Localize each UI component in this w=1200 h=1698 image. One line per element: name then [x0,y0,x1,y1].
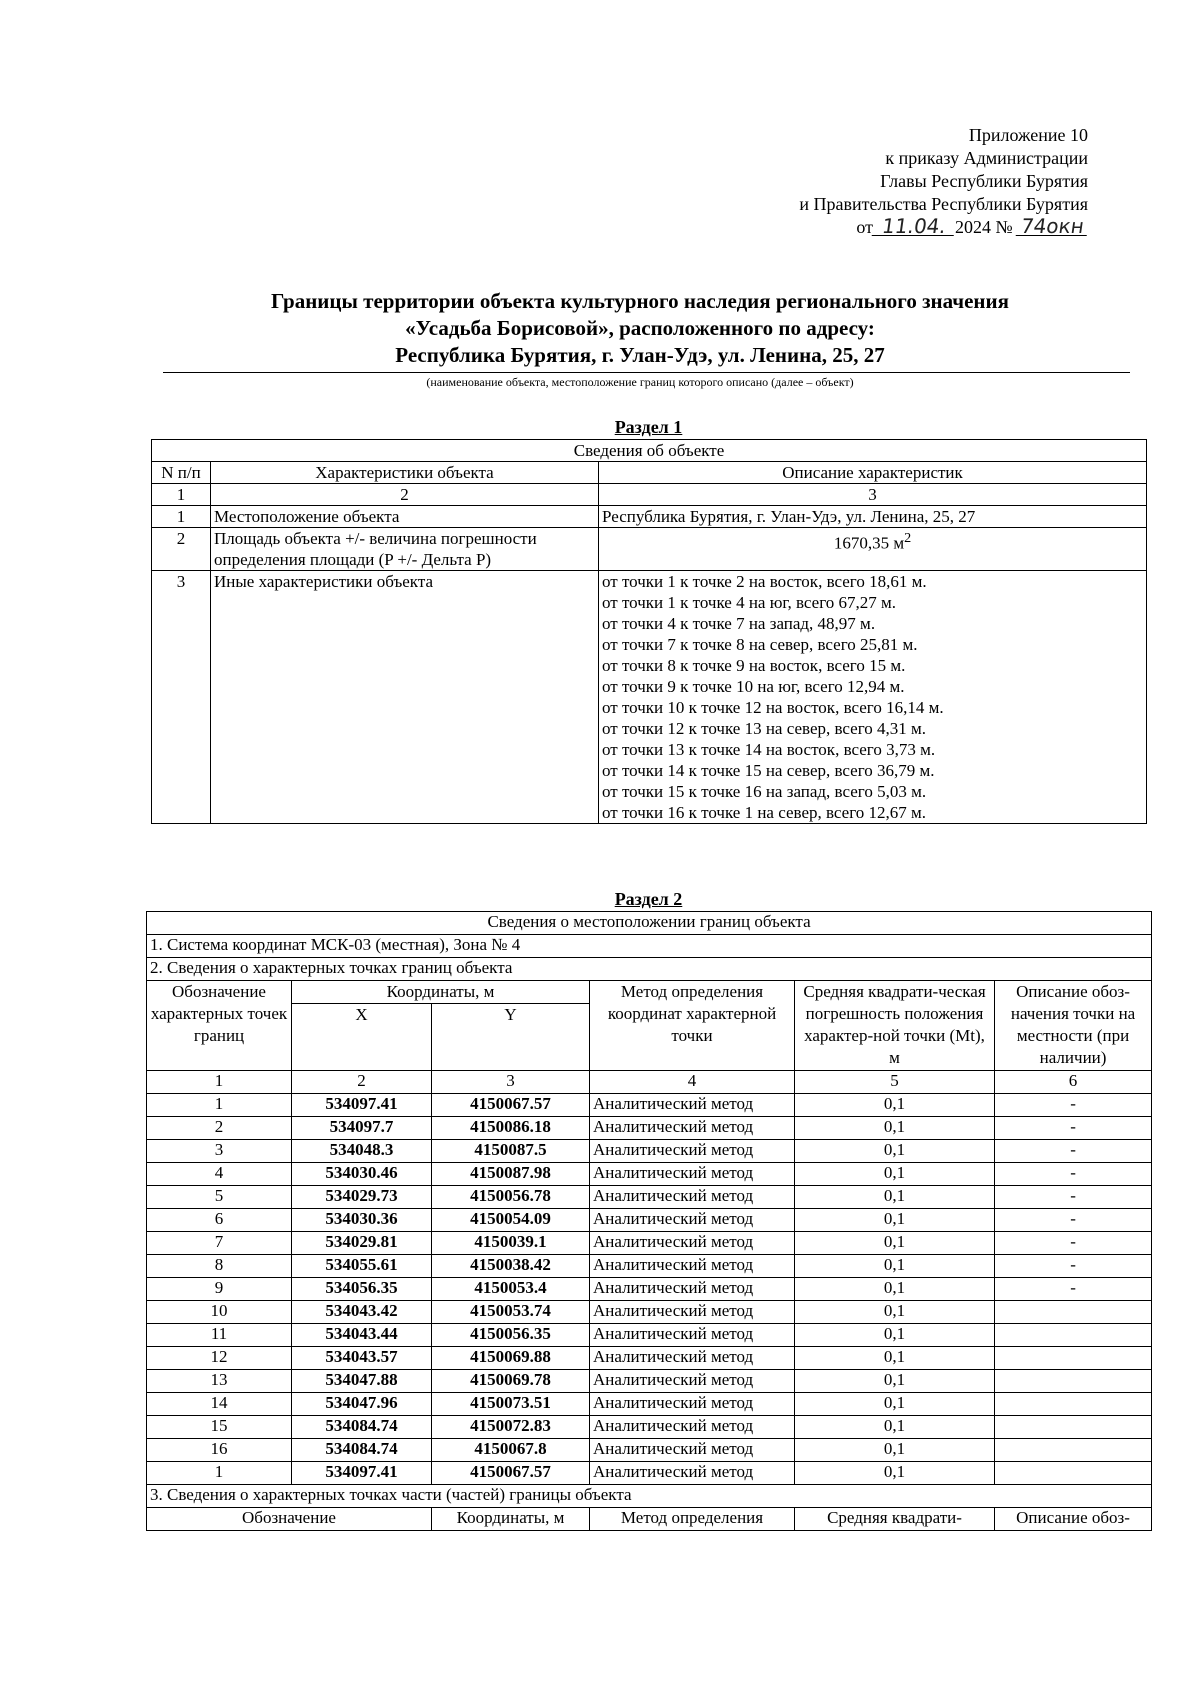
section-1-heading: Раздел 1 [614,417,683,437]
coordinates-header: Координаты, м [292,981,590,1004]
y-coordinate: 4150086.18 [432,1117,590,1140]
point-id: 11 [147,1324,292,1347]
y-coordinate: 4150053.4 [432,1278,590,1301]
y-coordinate: 4150069.78 [432,1370,590,1393]
x-coordinate: 534084.74 [292,1416,432,1439]
table-row [147,1324,1152,1347]
column-number: 1 [152,484,211,506]
point-id: 7 [147,1232,292,1255]
method-header: Метод определения координат характерной точки [590,981,795,1071]
table-title-row [147,912,1152,935]
point-id: 1 [147,1094,292,1117]
points-body [147,1094,1152,1485]
mean-error: 0,1 [795,1462,995,1485]
mean-error: 0,1 [795,1324,995,1347]
point-id: 3 [147,1140,292,1163]
point-description [995,1416,1152,1439]
x-coordinate: 534055.61 [292,1255,432,1278]
table-row [147,1255,1152,1278]
table-row [147,1278,1152,1301]
table-row [147,1301,1152,1324]
point-description: - [995,1278,1152,1301]
y-coordinate: 4150087.5 [432,1140,590,1163]
mean-error: 0,1 [795,1255,995,1278]
handwritten-order-number: 74окн [1016,217,1090,236]
method: Аналитический метод [590,1278,795,1301]
column-number: 5 [795,1071,995,1094]
point-description: - [995,1163,1152,1186]
characteristic-value: Республика Бурятия, г. Улан-Удэ, ул. Ленина, 25, 27 [599,506,1147,528]
x-coordinate: 534043.57 [292,1347,432,1370]
point-id: 4 [147,1163,292,1186]
error-header: Средняя квадрати-ческая погрешность положения характер-ной точки (Mt), м [795,981,995,1071]
appendix-line-2: к приказу Администрации [885,148,1088,168]
x-coordinate: 534084.74 [292,1439,432,1462]
x-header: X [292,1004,432,1071]
table-row [147,1462,1152,1485]
characteristic-name: Площадь объекта +/- величина погрешности определения площади (P +/- Дельта P) [211,528,599,571]
column-number-row [147,1071,1152,1094]
method: Аналитический метод [590,1094,795,1117]
row-number: 2 [152,528,211,571]
method: Аналитический метод [590,1117,795,1140]
table-row [147,1347,1152,1370]
y-coordinate: 4150067.57 [432,1094,590,1117]
x-coordinate: 534097.41 [292,1094,432,1117]
point-description [995,1439,1152,1462]
title-underline [163,372,1130,373]
column-number-row [152,484,1147,506]
table-row [152,506,1147,528]
table-title-row [152,440,1147,462]
subtitle-row [147,935,1152,958]
mean-error: 0,1 [795,1163,995,1186]
point-id: 16 [147,1439,292,1462]
y-coordinate: 4150056.78 [432,1186,590,1209]
y-coordinate: 4150073.51 [432,1393,590,1416]
y-coordinate: 4150067.57 [432,1462,590,1485]
boundary-segment-line: от точки 7 к точке 8 на север, всего 25,81 м. [602,635,918,654]
title-line-2: «Усадьба Борисовой», расположенного по адресу: [405,316,875,340]
point-description [995,1324,1152,1347]
characteristic-name: Иные характеристики объекта [211,571,599,824]
part-error-header: Средняя квадрати- [795,1508,995,1531]
point-description [995,1301,1152,1324]
table-row [152,528,1147,571]
point-description: - [995,1255,1152,1278]
appendix-block [799,124,1088,239]
point-id: 10 [147,1301,292,1324]
part-points-section-label: 3. Сведения о характерных точках части (частей) границы объекта [147,1485,1152,1508]
boundary-segment-line: от точки 14 к точке 15 на север, всего 36,79 м. [602,761,935,780]
handwritten-date: 11.04. [872,217,957,236]
point-description: - [995,1209,1152,1232]
subtitle-row [147,958,1152,981]
column-number: 3 [432,1071,590,1094]
column-number: 2 [292,1071,432,1094]
subtitle-row [147,1485,1152,1508]
point-id: 5 [147,1186,292,1209]
area-unit-power: 2 [904,530,912,546]
appendix-line-1: Приложение 10 [968,125,1088,145]
table-title: Сведения о местоположении границ объекта [147,912,1152,935]
title-caption: (наименование объекта, местоположение границ которого описано (далее – объект) [426,375,854,389]
mean-error: 0,1 [795,1301,995,1324]
mean-error: 0,1 [795,1186,995,1209]
column-header: Описание характеристик [599,462,1147,484]
point-description: - [995,1094,1152,1117]
boundary-segment-line: от точки 9 к точке 10 на юг, всего 12,94 м. [602,677,905,696]
column-number: 3 [599,484,1147,506]
x-coordinate: 534030.46 [292,1163,432,1186]
section-2-heading: Раздел 2 [614,889,683,909]
boundary-segment-line: от точки 1 к точке 4 на юг, всего 67,27 м. [602,593,897,612]
point-header: Обозначение характерных точек границ [147,981,292,1071]
boundary-segment-line: от точки 10 к точке 12 на восток, всего 16,14 м. [602,698,944,717]
method: Аналитический метод [590,1163,795,1186]
method: Аналитический метод [590,1186,795,1209]
table-row [147,1416,1152,1439]
y-header: Y [432,1004,590,1071]
point-description [995,1347,1152,1370]
y-coordinate: 4150072.83 [432,1416,590,1439]
boundary-description [599,571,1147,824]
point-id: 6 [147,1209,292,1232]
boundary-segment-line: от точки 4 к точке 7 на запад, 48,97 м. [602,614,876,633]
point-id: 1 [147,1462,292,1485]
x-coordinate: 534029.81 [292,1232,432,1255]
y-coordinate: 4150067.8 [432,1439,590,1462]
table-header-row [152,462,1147,484]
from-label: от [856,217,873,237]
mean-error: 0,1 [795,1117,995,1140]
point-description: - [995,1140,1152,1163]
point-id: 8 [147,1255,292,1278]
boundary-points-table [146,911,1152,1531]
mean-error: 0,1 [795,1278,995,1301]
column-number: 4 [590,1071,795,1094]
x-coordinate: 534043.44 [292,1324,432,1347]
method: Аналитический метод [590,1324,795,1347]
point-description: - [995,1186,1152,1209]
mean-error: 0,1 [795,1094,995,1117]
table-row [147,1370,1152,1393]
column-number: 6 [995,1071,1152,1094]
mean-error: 0,1 [795,1393,995,1416]
table-row [152,571,1147,824]
mean-error: 0,1 [795,1370,995,1393]
method: Аналитический метод [590,1347,795,1370]
point-description [995,1370,1152,1393]
point-id: 14 [147,1393,292,1416]
appendix-line-4: и Правительства Республики Бурятия [799,194,1088,214]
x-coordinate: 534047.88 [292,1370,432,1393]
x-coordinate: 534030.36 [292,1209,432,1232]
mean-error: 0,1 [795,1439,995,1462]
part-header-row [147,1508,1152,1531]
y-coordinate: 4150039.1 [432,1232,590,1255]
boundary-segment-line: от точки 13 к точке 14 на восток, всего 3,73 м. [602,740,936,759]
table-row [147,1393,1152,1416]
point-id: 2 [147,1117,292,1140]
method: Аналитический метод [590,1301,795,1324]
title-line-1: Границы территории объекта культурного наследия регионального значения [270,289,1009,313]
points-section-label: 2. Сведения о характерных точках границ объекта [147,958,1152,981]
method: Аналитический метод [590,1393,795,1416]
x-coordinate: 534029.73 [292,1186,432,1209]
part-description-header: Описание обоз- [995,1508,1152,1531]
boundary-segment-line: от точки 16 к точке 1 на север, всего 12,67 м. [602,803,927,822]
part-coordinates-header: Координаты, м [432,1508,590,1531]
x-coordinate: 534097.7 [292,1117,432,1140]
boundary-segment-line: от точки 8 к точке 9 на восток, всего 15 м. [602,656,906,675]
table-row [147,1232,1152,1255]
y-coordinate: 4150054.09 [432,1209,590,1232]
mean-error: 0,1 [795,1140,995,1163]
method: Аналитический метод [590,1140,795,1163]
method: Аналитический метод [590,1439,795,1462]
y-coordinate: 4150038.42 [432,1255,590,1278]
part-method-header: Метод определения [590,1508,795,1531]
row-number: 3 [152,571,211,824]
method: Аналитический метод [590,1232,795,1255]
point-description: - [995,1232,1152,1255]
year-label: 2024 № [954,217,1013,237]
area-number: 1670,35 м [833,533,905,553]
row-number: 1 [152,506,211,528]
coordinate-system-label: 1. Система координат МСК-03 (местная), Зона № 4 [147,935,1152,958]
x-coordinate: 534097.41 [292,1462,432,1485]
appendix-line-3: Главы Республики Бурятия [880,171,1088,191]
method: Аналитический метод [590,1370,795,1393]
part-point-header: Обозначение [147,1508,432,1531]
column-number: 1 [147,1071,292,1094]
x-coordinate: 534056.35 [292,1278,432,1301]
table-row [147,1094,1152,1117]
point-id: 12 [147,1347,292,1370]
y-coordinate: 4150069.88 [432,1347,590,1370]
table-row [147,1163,1152,1186]
table-row [147,1140,1152,1163]
mean-error: 0,1 [795,1347,995,1370]
table-header-row [147,981,1152,1004]
mean-error: 0,1 [795,1416,995,1439]
point-description [995,1462,1152,1485]
table-row [147,1439,1152,1462]
mean-error: 0,1 [795,1232,995,1255]
table-row [147,1209,1152,1232]
method: Аналитический метод [590,1416,795,1439]
y-coordinate: 4150056.35 [432,1324,590,1347]
point-id: 13 [147,1370,292,1393]
table-row [147,1186,1152,1209]
mean-error: 0,1 [795,1209,995,1232]
point-id: 9 [147,1278,292,1301]
y-coordinate: 4150053.74 [432,1301,590,1324]
document-title [150,288,1130,369]
area-value [599,528,1147,571]
boundary-segment-line: от точки 15 к точке 16 на запад, всего 5,03 м. [602,782,927,801]
y-coordinate: 4150087.98 [432,1163,590,1186]
point-id: 15 [147,1416,292,1439]
point-description [995,1393,1152,1416]
column-number: 2 [211,484,599,506]
boundary-segment-line: от точки 12 к точке 13 на север, всего 4,31 м. [602,719,927,738]
column-header: Характеристики объекта [211,462,599,484]
method: Аналитический метод [590,1255,795,1278]
x-coordinate: 534047.96 [292,1393,432,1416]
method: Аналитический метод [590,1462,795,1485]
order-date-line [799,216,1088,239]
characteristic-name: Местоположение объекта [211,506,599,528]
boundary-segment-line: от точки 1 к точке 2 на восток, всего 18,61 м. [602,572,927,591]
method: Аналитический метод [590,1209,795,1232]
column-header: N п/п [152,462,211,484]
object-info-table [151,439,1147,824]
description-header: Описание обоз-начения точки на местности (при наличии) [995,981,1152,1071]
title-line-3: Республика Бурятия, г. Улан-Удэ, ул. Ленина, 25, 27 [395,343,885,367]
table-row [147,1117,1152,1140]
x-coordinate: 534048.3 [292,1140,432,1163]
table-title: Сведения об объекте [152,440,1147,462]
point-description: - [995,1117,1152,1140]
x-coordinate: 534043.42 [292,1301,432,1324]
